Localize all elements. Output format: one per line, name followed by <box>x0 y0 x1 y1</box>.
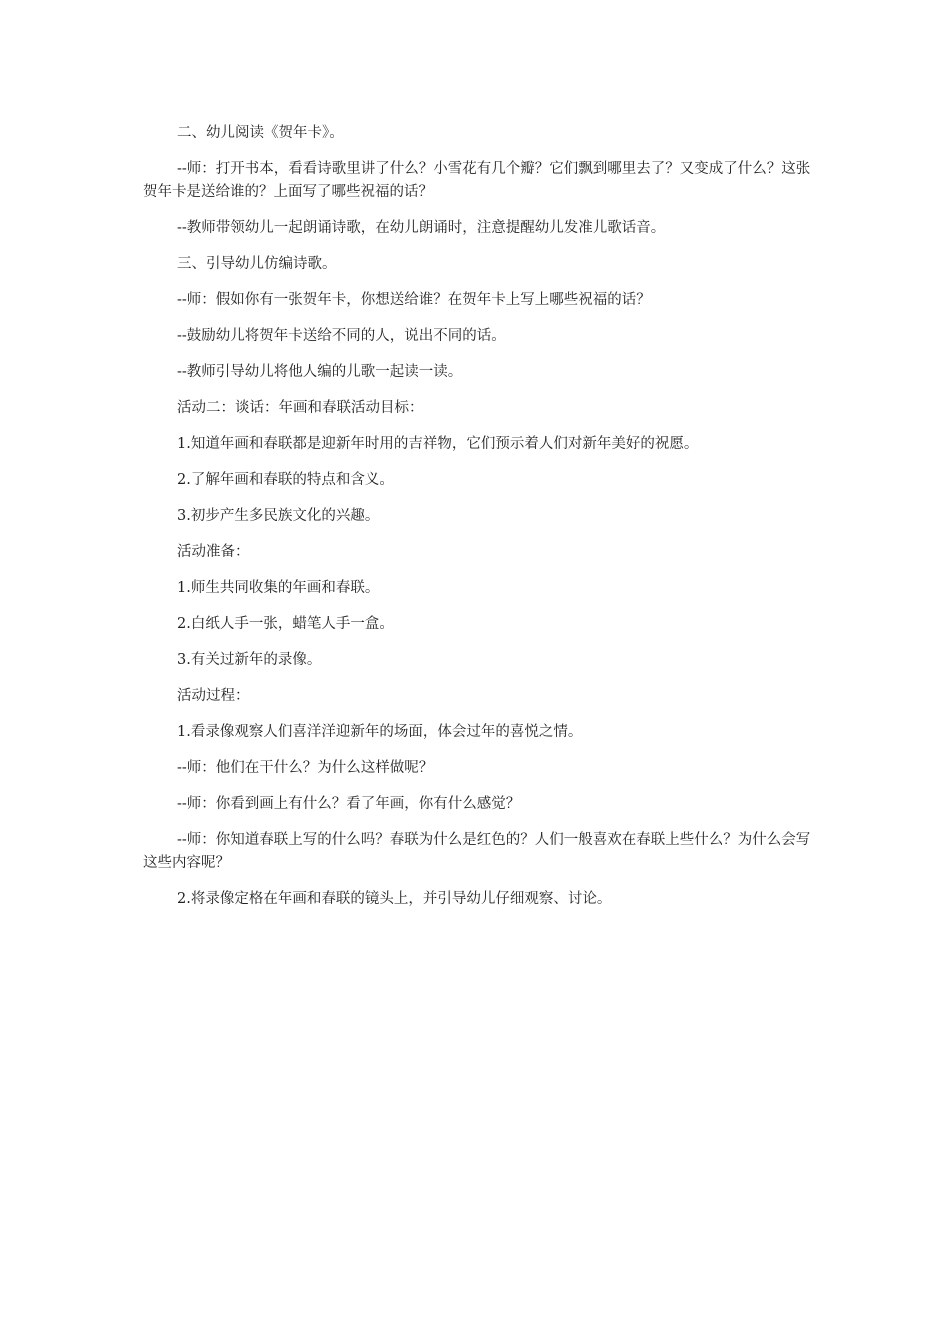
paragraph: --师：假如你有一张贺年卡，你想送给谁？在贺年卡上写上哪些祝福的话？ <box>177 292 651 308</box>
paragraph: 1.看录像观察人们喜洋洋迎新年的场面，体会过年的喜悦之情。 <box>177 724 583 740</box>
paragraph: 三、引导幼儿仿编诗歌。 <box>177 256 337 272</box>
paragraph: --鼓励幼儿将贺年卡送给不同的人，说出不同的话。 <box>177 328 506 344</box>
paragraph: --师：你知道春联上写的什么吗？春联为什么是红色的？人们一般喜欢在春联上些什么？为什么会写这些内容呢？ <box>143 832 811 871</box>
paragraph: 1.师生共同收集的年画和春联。 <box>177 580 380 596</box>
paragraph: 3.有关过新年的录像。 <box>177 652 322 668</box>
document-body <box>143 122 811 924</box>
paragraph: --师：他们在干什么？为什么这样做呢？ <box>177 760 434 776</box>
paragraph: 3.初步产生多民族文化的兴趣。 <box>177 508 380 524</box>
paragraph: 2.白纸人手一张，蜡笔人手一盒。 <box>177 616 394 632</box>
paragraph: --师：打开书本，看看诗歌里讲了什么？小雪花有几个瓣？它们飘到哪里去了？又变成了什么？这张贺年卡是送给谁的？上面写了哪些祝福的话？ <box>143 161 811 200</box>
paragraph: 2.了解年画和春联的特点和含义。 <box>177 472 394 488</box>
paragraph: 活动准备： <box>177 544 250 560</box>
paragraph: 活动过程： <box>177 688 250 704</box>
paragraph: 活动二：谈话：年画和春联活动目标： <box>177 400 424 416</box>
paragraph: 1.知道年画和春联都是迎新年时用的吉祥物，它们预示着人们对新年美好的祝愿。 <box>177 436 699 452</box>
paragraph: --教师引导幼儿将他人编的儿歌一起读一读。 <box>177 364 463 380</box>
paragraph: --教师带领幼儿一起朗诵诗歌，在幼儿朗诵时，注意提醒幼儿发准儿歌话音。 <box>177 220 666 236</box>
paragraph: 二、幼儿阅读《贺年卡》。 <box>177 125 344 141</box>
paragraph: --师：你看到画上有什么？看了年画，你有什么感觉？ <box>177 796 521 812</box>
paragraph: 2.将录像定格在年画和春联的镜头上，并引导幼儿仔细观察、讨论。 <box>177 891 612 907</box>
